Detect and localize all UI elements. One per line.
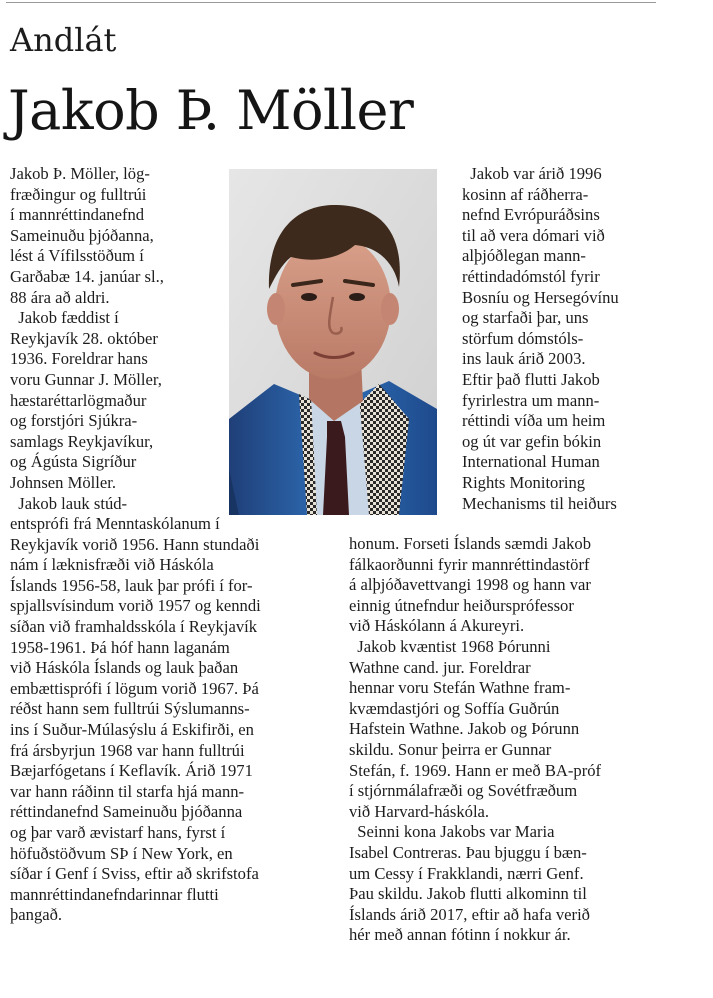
- text-line: þangað.: [10, 905, 63, 925]
- text-line: Garðabæ 14. janúar sl.,: [10, 266, 164, 286]
- text-line: og forstjóri Sjúkra-: [10, 411, 138, 431]
- text-line: 1958-1961. Þá hóf hann laganám: [10, 637, 230, 657]
- text-line: 88 ára að aldri.: [10, 287, 110, 307]
- text-line: alþjóðlegan mann-: [462, 246, 586, 266]
- section-kicker: Andlát: [10, 21, 117, 59]
- text-line: Sameinuðu þjóðanna,: [10, 225, 154, 245]
- text-line: til að vera dómari við: [462, 225, 605, 245]
- text-line: Mechanisms til heiðurs: [462, 493, 617, 513]
- text-line: Íslands 1956-58, lauk þar prófi í for-: [10, 575, 253, 595]
- text-line: Reykjavík vorið 1956. Hann stundaði: [10, 534, 260, 554]
- text-line: Jakob lauk stúd-: [10, 493, 128, 513]
- text-line: um Cessy í Frakklandi, nærri Genf.: [349, 863, 584, 883]
- text-line: nám í læknisfræði við Háskóla: [10, 555, 214, 575]
- text-line: frá ársbyrjun 1968 var hann fulltrúi: [10, 740, 245, 760]
- body-column-left-wide: [10, 514, 261, 926]
- text-line: entsprófi frá Menntaskólanum í: [10, 514, 220, 533]
- text-line: og þar varð ævistarf hans, fyrst í: [10, 822, 226, 842]
- text-line: réðst hann sem fulltrúi Sýslumanns-: [10, 699, 250, 719]
- text-line: Jakob var árið 1996: [462, 164, 602, 183]
- text-line: réttindadómstól fyrir: [462, 266, 600, 286]
- text-line: við Háskólann á Akureyri.: [349, 616, 525, 636]
- text-line: Jakob Þ. Möller, lög-: [10, 164, 150, 183]
- text-line: Hafstein Wathne. Jakob og Þórunn: [349, 719, 580, 739]
- text-line: spjallsvísindum vorið 1957 og kenndi: [10, 596, 261, 616]
- text-line: var hann ráðinn til starfa hjá mann-: [10, 781, 245, 801]
- text-line: Wathne cand. jur. Foreldrar: [349, 657, 531, 677]
- text-line: hennar voru Stefán Wathne fram-: [349, 678, 571, 698]
- text-line: Isabel Contreras. Þau bjuggu í bæn-: [349, 842, 587, 862]
- text-line: Íslands árið 2017, eftir að hafa verið: [349, 904, 590, 924]
- text-line: 1936. Foreldrar hans: [10, 349, 148, 369]
- text-line: og Ágústa Sigríður: [10, 452, 137, 472]
- text-line: síðar í Genf í Sviss, eftir að skrifstofa: [10, 864, 259, 884]
- text-line: höfuðstöðvum SÞ í New York, en: [10, 843, 233, 863]
- text-line: samlags Reykjavíkur,: [10, 431, 154, 451]
- body-column-left-narrow: [10, 164, 164, 514]
- body-column-right-wide: [349, 534, 601, 946]
- text-line: ins lauk árið 2003.: [462, 349, 586, 369]
- text-line: International Human: [462, 452, 600, 472]
- text-line: Johnsen Möller.: [10, 472, 117, 492]
- text-line: störfum dómstóls-: [462, 328, 584, 348]
- text-line: Þau skildu. Jakob flutti alkominn til: [349, 884, 587, 904]
- text-line: voru Gunnar J. Möller,: [10, 369, 162, 389]
- text-line: og starfaði þar, uns: [462, 308, 589, 328]
- top-rule: [6, 2, 656, 3]
- text-line: við Harvard-háskóla.: [349, 801, 490, 821]
- text-line: Bæjarfógetans í Keflavík. Árið 1971: [10, 761, 253, 781]
- text-line: Seinni kona Jakobs var Maria: [349, 822, 555, 842]
- headline: Jakob Þ. Möller: [8, 79, 414, 142]
- text-line: Reykjavík 28. október: [10, 328, 158, 348]
- text-line: einnig útnefndur heiðursprófessor: [349, 595, 574, 615]
- text-line: kosinn af ráðherra-: [462, 184, 589, 204]
- text-line: Jakob kvæntist 1968 Þórunni: [349, 636, 551, 656]
- text-line: hér með annan fótinn í nokkur ár.: [349, 925, 571, 945]
- text-line: nefnd Evrópuráðsins: [462, 205, 600, 225]
- text-line: á alþjóðavettvangi 1998 og hann var: [349, 575, 591, 595]
- text-line: Rights Monitoring: [462, 472, 586, 492]
- text-line: Bosníu og Hersegóvínu: [462, 287, 619, 307]
- text-line: við Háskóla Íslands og lauk þaðan: [10, 658, 239, 678]
- text-line: hæstaréttarlögmaður: [10, 390, 147, 410]
- text-line: mannréttindanefndarinnar flutti: [10, 884, 219, 904]
- text-line: fálkaorðunni fyrir mannréttindastörf: [349, 554, 590, 574]
- text-line: embættisprófi í lögum vorið 1967. Þá: [10, 678, 259, 698]
- text-line: réttindi víða um heim: [462, 411, 606, 431]
- text-line: og út var gefin bókin: [462, 431, 602, 451]
- text-line: fræðingur og fulltrúi: [10, 184, 147, 204]
- text-line: skildu. Sonur þeirra er Gunnar: [349, 739, 552, 759]
- text-line: lést á Vífilsstöðum í: [10, 246, 144, 266]
- portrait-photo: [229, 169, 437, 515]
- text-line: réttindanefnd Sameinuðu þjóðanna: [10, 802, 243, 822]
- text-line: ins í Suður-Múlasýslu á Eskifirði, en: [10, 719, 254, 739]
- text-line: fyrirlestra um mann-: [462, 390, 600, 410]
- text-line: í stjórnmálafræði og Sovétfræðum: [349, 781, 578, 801]
- text-line: Stefán, f. 1969. Hann er með BA-próf: [349, 760, 602, 780]
- text-line: honum. Forseti Íslands sæmdi Jakob: [349, 534, 591, 553]
- text-line: kvæmdastjóri og Soffía Guðrún: [349, 698, 560, 718]
- text-line: Jakob fæddist í: [10, 308, 119, 328]
- portrait-illustration: [229, 169, 437, 515]
- text-line: síðan við framhaldsskóla í Reykjavík: [10, 616, 258, 636]
- text-line: Eftir það flutti Jakob: [462, 369, 600, 389]
- text-line: í mannréttindanefnd: [10, 205, 145, 225]
- body-column-right-narrow: [462, 164, 619, 514]
